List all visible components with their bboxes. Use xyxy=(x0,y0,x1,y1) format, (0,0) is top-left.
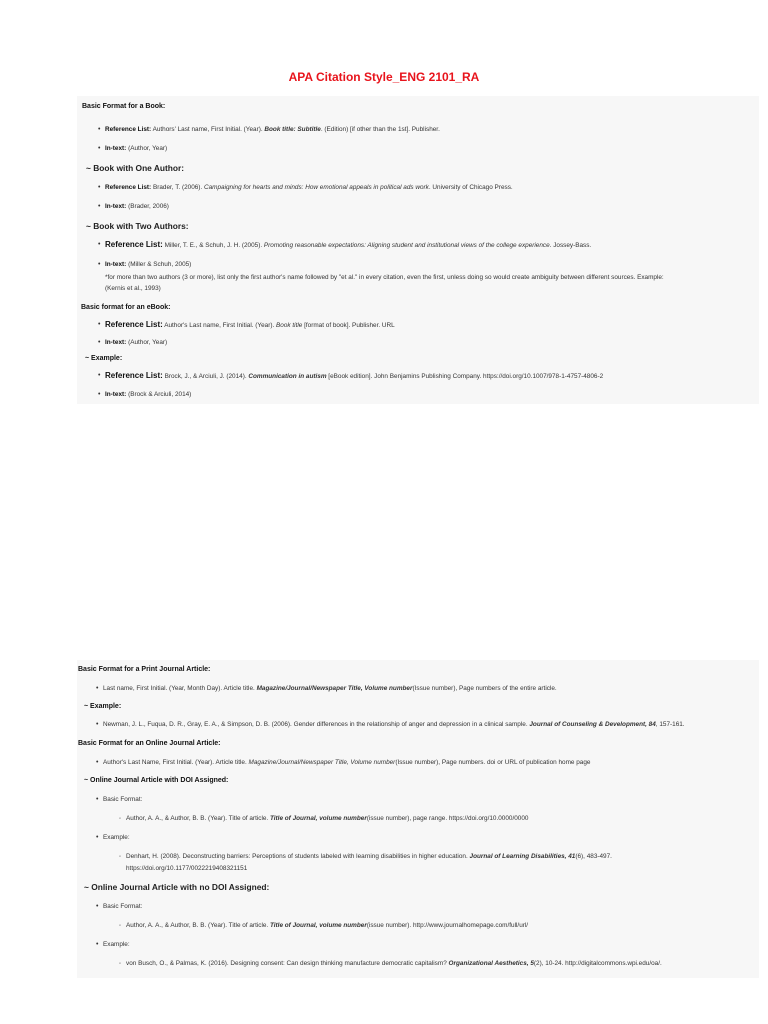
book-one-author-intext: • In-text: (Brader, 2006) xyxy=(105,203,169,211)
nodoi-basic-format: ◦ Author, A. A., & Author, B. B. (Year). Title of article. Title of Journal, volume number(issue number). http://www.journalhomepage.com/full/url/ xyxy=(126,922,528,930)
nodoi-example: ◦ von Busch, O., & Palmas, K. (2016). Designing consent: Can design thinking manufacture democratic capitalism? Organizational Aesthetics, 5(2), 10-24. http://digitalcommons.wpi.edu/oa/. xyxy=(126,960,662,968)
doi-example-label: • Example: xyxy=(103,834,130,842)
page-title: APA Citation Style_ENG 2101_RA xyxy=(288,70,480,84)
heading-print-example: ~ Example: xyxy=(84,703,122,710)
doi-basic-format: ◦ Author, A. A., & Author, B. B. (Year). Title of article. Title of Journal, volume number(issue number), page range. https://doi.org/10.0000/0000 xyxy=(126,815,528,823)
book-citation-panel xyxy=(77,96,759,404)
book-basic-intext: • In-text: (Author, Year) xyxy=(105,145,167,153)
doi-basic-format-label: • Basic Format: xyxy=(103,796,142,804)
doi-example-link: https://doi.org/10.1177/0022219408321151 xyxy=(126,865,248,872)
book-one-author-reference: • Reference List: Brader, T. (2006). Campaigning for hearts and minds: How emotional appeals in political ads work. University of Chicago Press. xyxy=(105,184,513,192)
heading-book-one-author: ~ Book with One Author: xyxy=(86,163,185,173)
print-journal-example: • Newman, J. L., Fuqua, D. R., Gray, E. A., & Simpson, D. B. (2006). Gender differences in the relationship of anger and depression in a clinical sample. Journal of Counseling & Development, 84, 157-161. xyxy=(103,721,685,729)
book-two-authors-intext: • In-text: (Miller & Schuh, 2005) xyxy=(105,261,191,269)
et-al-example: (Kernis et al., 1993) xyxy=(105,285,161,292)
heading-online-journal: Basic Format for an Online Journal Article: xyxy=(78,740,221,747)
ebook-example-reference: • Reference List: Brock, J., & Arciuli, J. (2014). Communication in autism [eBook edition]. John Benjamins Publishing Company. https://doi.org/10.1007/978-1-4757-4806-2 xyxy=(105,372,603,381)
ebook-basic-intext: • In-text: (Author, Year) xyxy=(105,339,167,347)
heading-ebook-example: ~ Example: xyxy=(85,355,123,362)
nodoi-example-label: • Example: xyxy=(103,941,130,949)
book-basic-reference: • Reference List: Authors' Last name, First Initial. (Year). Book title: Subtitle. (Edition) [if other than the 1st]. Publisher. xyxy=(105,126,440,134)
nodoi-basic-format-label: • Basic Format: xyxy=(103,903,142,911)
heading-basic-book: Basic Format for a Book: xyxy=(82,103,166,110)
book-two-authors-reference: • Reference List: Miller, T. E., & Schuh, J. H. (2005). Promoting reasonable expectations: Aligning student and institutional views of the college experience. Jossey-Bass. xyxy=(105,241,591,250)
heading-online-doi: ~ Online Journal Article with DOI Assigned: xyxy=(84,777,229,784)
heading-online-no-doi: ~ Online Journal Article with no DOI Assigned: xyxy=(84,882,270,892)
et-al-note: *for more than two authors (3 or more), list only the first author's name followed by "et al." in every citation, even the first, unless doing so would create ambiguity between different sources. Example: xyxy=(105,274,664,281)
journal-citation-panel xyxy=(77,660,759,978)
ebook-example-intext: • In-text: (Brock & Arciuli, 2014) xyxy=(105,391,191,399)
heading-basic-ebook: Basic format for an eBook: xyxy=(81,304,171,311)
doi-example: ◦ Denhart, H. (2008). Deconstructing barriers: Perceptions of students labeled with learning disabilities in higher education. Journal of Learning Disabilities, 41(6), 483-497. xyxy=(126,853,612,861)
online-journal-format: • Author's Last Name, First Initial. (Year). Article title. Magazine/Journal/Newspaper Title, Volume number(Issue number), Page numbers. doi or URL of publication home page xyxy=(103,759,590,767)
print-journal-format: • Last name, First Initial. (Year, Month Day). Article title. Magazine/Journal/Newspaper Title, Volume number(Issue number), Page numbers of the entire article. xyxy=(103,685,557,693)
ebook-basic-reference: • Reference List: Author's Last name, First Initial. (Year). Book title [format of book]. Publisher. URL xyxy=(105,321,395,330)
heading-book-two-authors: ~ Book with Two Authors: xyxy=(86,221,189,231)
heading-print-journal: Basic Format for a Print Journal Article: xyxy=(78,666,211,673)
